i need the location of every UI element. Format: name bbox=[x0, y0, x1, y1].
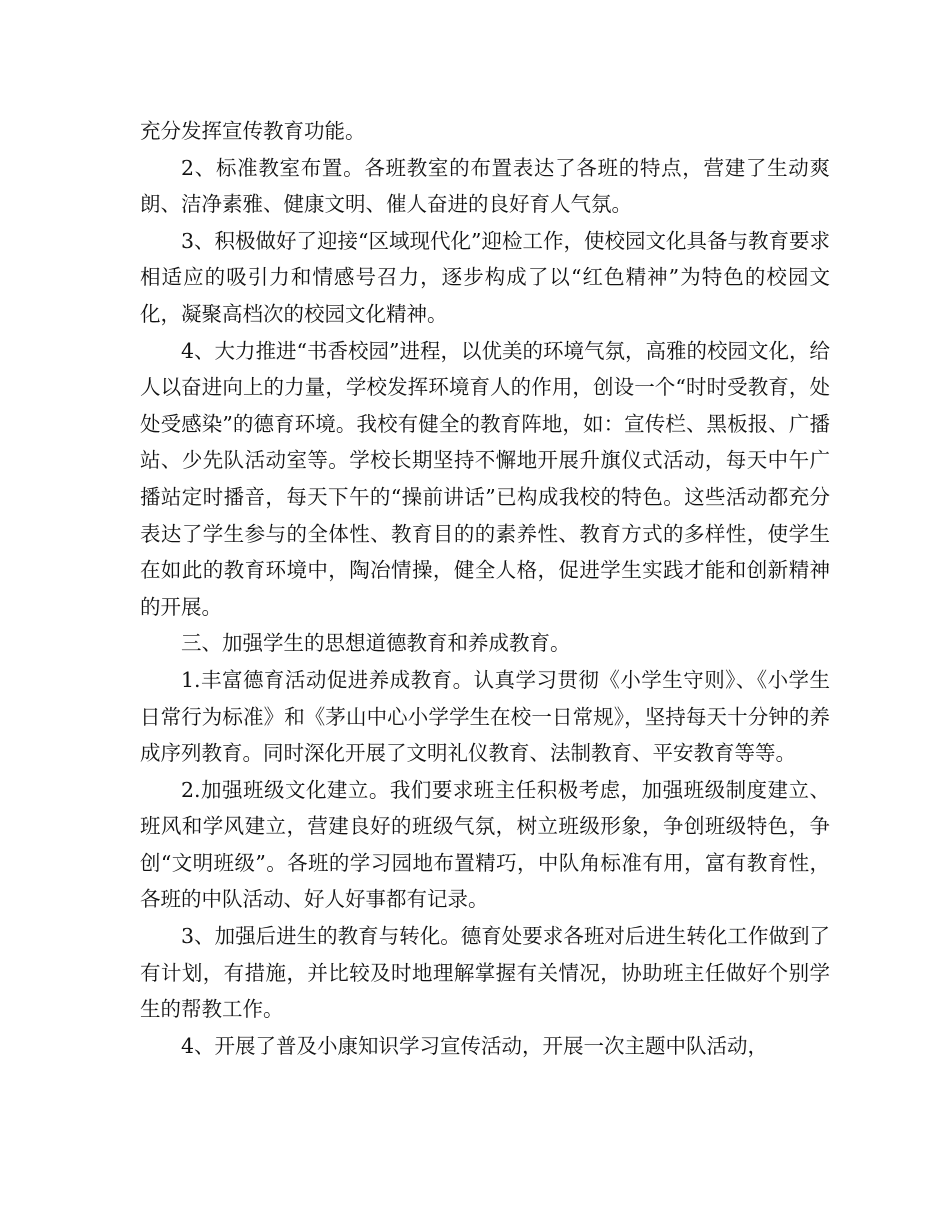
paragraph-moral-activities: 1.丰富德育活动促进养成教育。认真学习贯彻《小学生守则》、《小学生日常行为标准》和《茅山中心小学学生在校一日常规》，坚持每天十分钟的养成序列教育。同时深化开展了文明礼仪教育、法制教育、平安教育等等。 bbox=[140, 667, 830, 766]
paragraph-classroom-layout: 2、标准教室布置。各班教室的布置表达了各班的特点，营建了生动爽朗、洁净素雅、健康文明、催人奋进的良好育人气氛。 bbox=[140, 155, 830, 217]
paragraph-modernization-inspection: 3、积极做好了迎接“区域现代化”迎检工作，使校园文化具备与教育要求相适应的吸引力和情感号召力，逐步构成了以“红色精神”为特色的校园文化，凝聚高档次的校园文化精神。 bbox=[140, 228, 831, 326]
paragraph-class-culture: 2.加强班级文化建立。我们要求班主任积极考虑，加强班级制度建立、班风和学风建立，营建良好的班级气氛，树立班级形象，争创班级特色，争创“文明班级”。各班的学习园地布置精巧，中队角标准有用，富有教育性，各班的中队活动、好人好事都有记录。 bbox=[140, 777, 830, 912]
paragraph-continuation: 充分发挥宣传教育功能。 bbox=[140, 119, 366, 143]
paragraph-xiaokang-knowledge: 4、开展了普及小康知识学习宣传活动，开展一次主题中队活动， bbox=[181, 1033, 769, 1058]
document-body bbox=[140, 113, 830, 1064]
paragraph-scholarly-campus: 4、大力推进“书香校园”进程，以优美的环境气氛，高雅的校园文化，给人以奋进向上的力量，学校发挥环境育人的作用，创设一个“时时受教育，处处受感染”的德育环境。我校有健全的教育阵地，如：宣传栏、黑板报、广播站、少先队活动室等。学校长期坚持不懈地开展升旗仪式活动，每天中午广播站定时播音，每天下午的“操前讲话”已构成我校的特色。这些活动都充分表达了学生参与的全体性、教育目的的素养性、教育方式的多样性，使学生在如此的教育环境中，陶冶情操，健全人格，促进学生实践才能和创新精神的开展。 bbox=[140, 338, 831, 619]
section-heading-moral-education: 三、加强学生的思想道德教育和养成教育。 bbox=[181, 631, 571, 656]
paragraph-underachiever-support: 3、加强后进生的教育与转化。德育处要求各班对后进生转化工作做到了有计划，有措施，并比较及时地理解掌握有关情况，协助班主任做好个别学生的帮教工作。 bbox=[140, 924, 830, 1022]
